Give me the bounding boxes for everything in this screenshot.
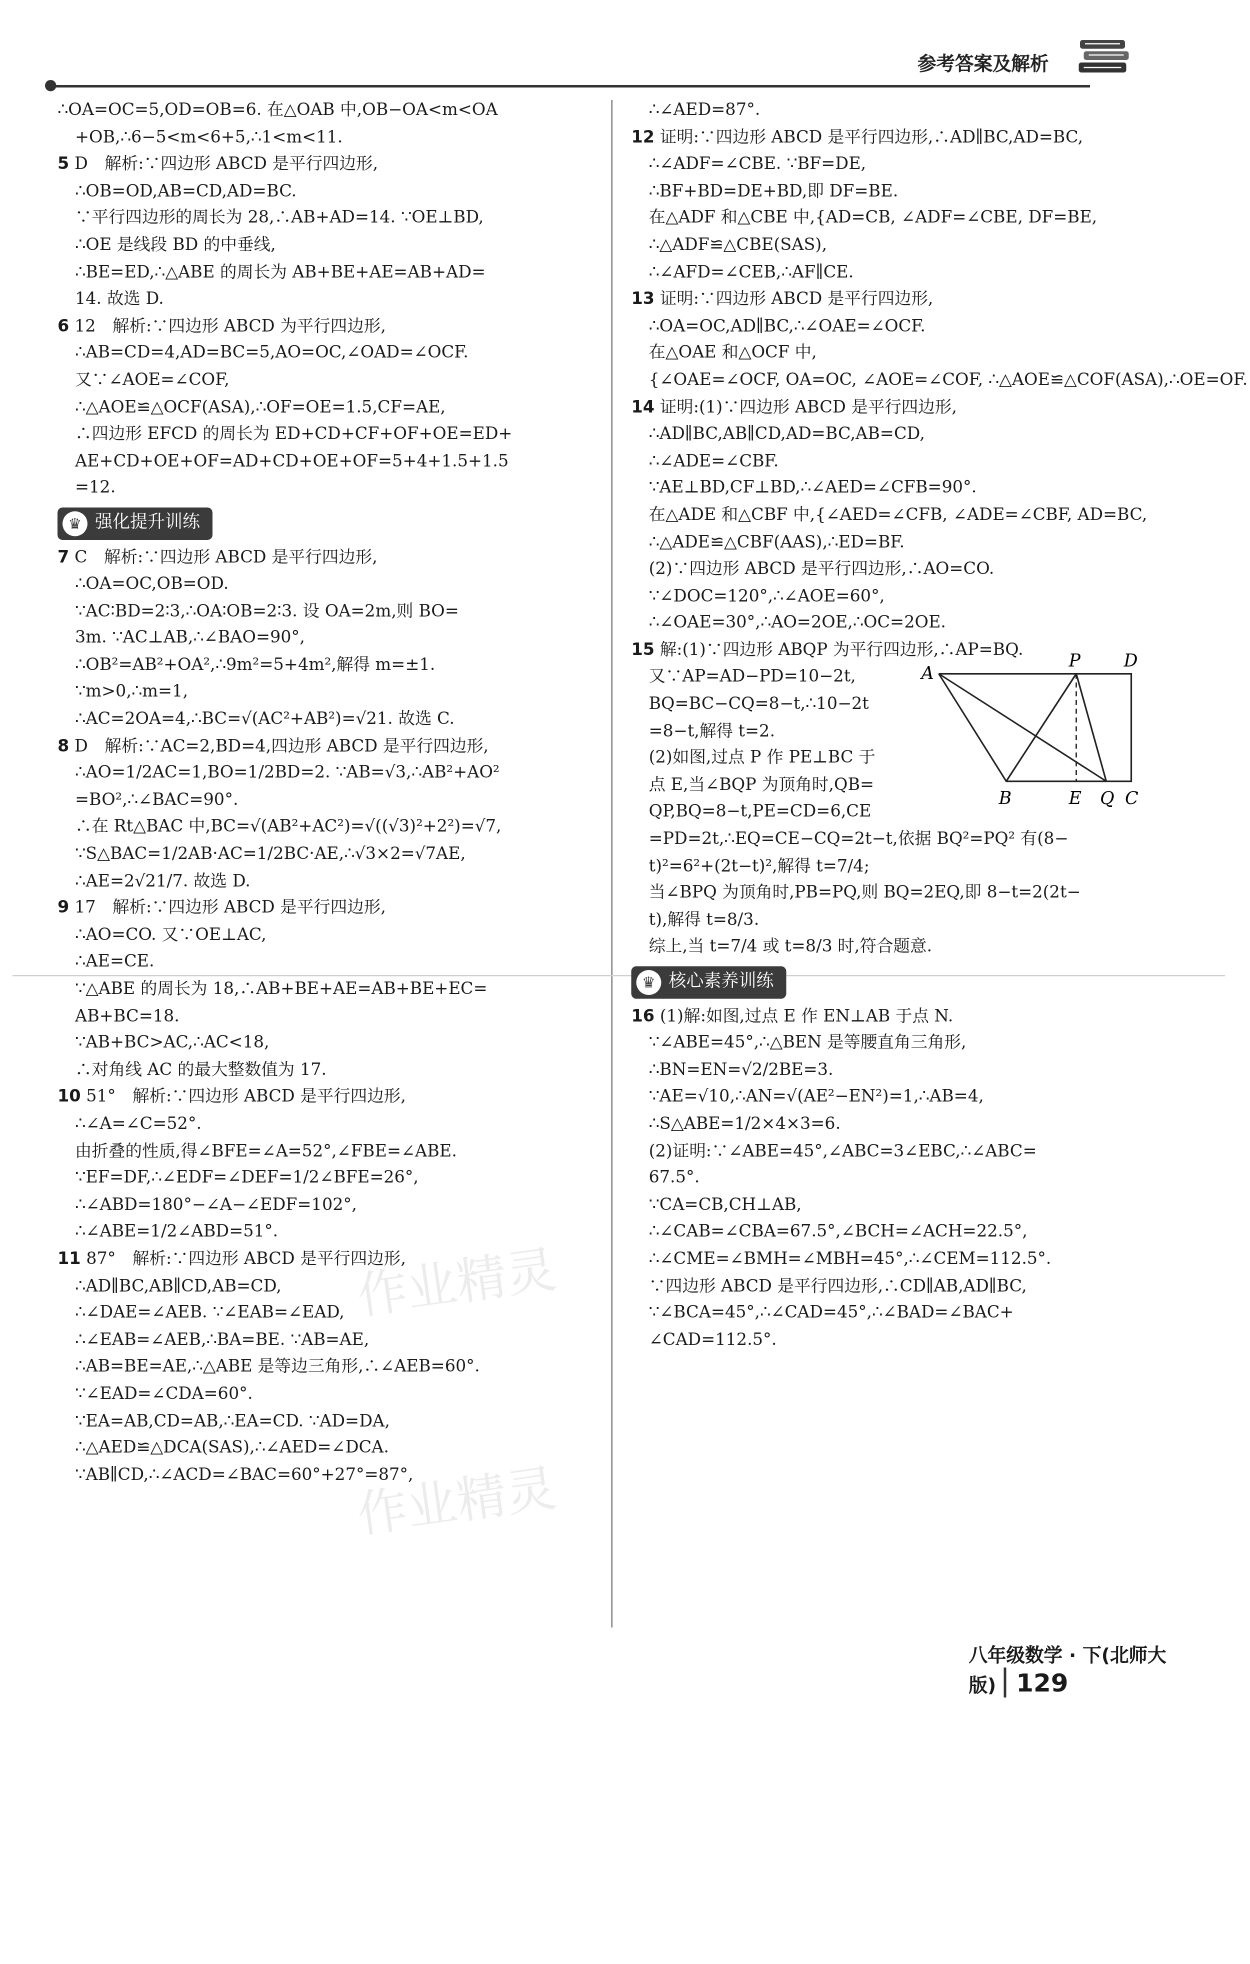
text-line: ∵∠EAD=∠CDA=60°. — [75, 1384, 253, 1404]
text-line: ∴△ADF≌△CBE(SAS), — [648, 236, 828, 255]
text-line: ∵∠BCA=45°,∴∠CAD=45°,∴∠BAD=∠BAC+ — [648, 1303, 1014, 1323]
answer-8-heading: 8 D 解析:∵AC=2,BD=4,四边形 ABCD 是平行四边形, — [57, 737, 489, 756]
text-line: =BO²,∴∠BAC=90°. — [75, 791, 239, 810]
answer-6-heading: 6 12 解析:∵四边形 ABCD 为平行四边形, — [57, 317, 386, 336]
text-line: ∴AO=1/2AC=1,BO=1/2BD=2. ∵AB=√3,∴AB²+AO² — [75, 764, 500, 783]
answer-10-heading: 10 51° 解析:∵四边形 ABCD 是平行四边形, — [57, 1087, 406, 1107]
text-line: 14. 故选 D. — [75, 290, 164, 309]
answer-14-heading: 14 证明:(1)∵四边形 ABCD 是平行四边形, — [631, 398, 957, 417]
text-line: ∴∠ABE=1/2∠ABD=51°. — [75, 1222, 279, 1242]
text-line: ∵平行四边形的周长为 28,∴AB+AD=14. ∵OE⊥BD, — [75, 209, 484, 228]
text-line: ∴△AED≌△DCA(SAS),∴∠AED=∠DCA. — [75, 1438, 389, 1458]
text-line: ∴△AOE≌△OCF(ASA),∴OF=OE=1.5,CF=AE, — [75, 398, 446, 417]
book-title: 八年级数学 · 下(北师大版) — [968, 1643, 1167, 1697]
text-line: 在△ADE 和△CBF 中,{∠AED=∠CFB, ∠ADE=∠CBF, AD=BC, — [648, 506, 1148, 525]
text-line: ∴AE=CE. — [75, 953, 155, 972]
text-line: BQ=BC−CQ=8−t,∴10−2t — [648, 695, 869, 714]
text-line: ∴∠ADF=∠CBE. ∵BF=DE, — [648, 155, 867, 174]
answer-7-heading: 7 C 解析:∵四边形 ABCD 是平行四边形, — [57, 548, 378, 567]
text-line: ∴OA=OC=5,OD=OB=6. 在△OAB 中,OB−OA<m<OA — [57, 101, 498, 120]
answer-11-heading: 11 87° 解析:∵四边形 ABCD 是平行四边形, — [57, 1249, 406, 1269]
crown-icon: ♛ — [63, 511, 88, 536]
watermark: 作业精灵 — [353, 1460, 560, 1545]
text-line: 综上,当 t=7/4 或 t=8/3 时,符合题意. — [648, 938, 933, 957]
text-line: 又∵AP=AD−PD=10−2t, — [648, 668, 856, 687]
text-line: ∴AD∥BC,AB∥CD,AB=CD, — [75, 1276, 282, 1296]
text-line: AB+BC=18. — [75, 1006, 180, 1026]
text-line: ∴∠A=∠C=52°. — [75, 1114, 202, 1134]
text-line: t),解得 t=8/3. — [648, 911, 760, 930]
text-line: ∵EA=AB,CD=AB,∴EA=CD. ∵AD=DA, — [75, 1411, 390, 1431]
text-line: ∴S△ABE=1/2×4×3=6. — [648, 1114, 841, 1134]
text-line: ∴OA=OC,OB=OD. — [75, 575, 229, 594]
answer-12-heading: 12 证明:∵四边形 ABCD 是平行四边形,∴AD∥BC,AD=BC, — [631, 128, 1084, 147]
point-label-d: D — [1123, 651, 1138, 672]
page-number: 129 — [1004, 1668, 1069, 1698]
left-column — [58, 98, 596, 1490]
text-line: ∵m>0,∴m=1, — [75, 683, 189, 702]
answer-15-body — [631, 651, 1169, 826]
text-line: =12. — [75, 479, 116, 498]
text-line: 67.5°. — [648, 1168, 700, 1188]
point-label-q: Q — [1100, 789, 1115, 810]
text-line: QP,BQ=8−t,PE=CD=6,CE — [648, 803, 872, 822]
text-line: ∴BN=EN=√2/2BE=3. — [648, 1060, 834, 1080]
text-line: ∴∠CME=∠BMH=∠MBH=45°,∴∠CEM=112.5°. — [648, 1249, 1052, 1269]
text-line: =PD=2t,∴EQ=CE−CQ=2t−t,依据 BQ²=PQ² 有(8− — [648, 830, 1069, 849]
text-line: 在△OAE 和△OCF 中, — [648, 344, 817, 363]
point-label-e: E — [1068, 789, 1082, 810]
text-line: ∴在 Rt△BAC 中,BC=√(AB²+AC²)=√((√3)²+2²)=√7, — [75, 818, 502, 837]
text-line: ∵AC∶BD=2∶3,∴OA∶OB=2∶3. 设 OA=2m,则 BO= — [75, 602, 459, 621]
text-line: (2)如图,过点 P 作 PE⊥BC 于 — [648, 749, 876, 768]
text-line: ∴∠AED=87°. — [648, 101, 761, 120]
text-line: ∴∠ADE=∠CBF. — [648, 452, 779, 471]
text-line: ∴BF+BD=DE+BD,即 DF=BE. — [648, 182, 899, 201]
text-line: t)²=6²+(2t−t)²,解得 t=7/4; — [648, 857, 870, 876]
text-line: ∴OE 是线段 BD 的中垂线, — [75, 236, 276, 255]
text-line: =8−t,解得 t=2. — [648, 722, 776, 741]
text-line: 当∠BPQ 为顶角时,PB=PQ,则 BQ=2EQ,即 8−t=2(2t− — [648, 884, 1081, 903]
text-line: ∵∠DOC=120°,∴∠AOE=60°, — [648, 587, 885, 606]
text-line: ∵AB∥CD,∴∠ACD=∠BAC=60°+27°=87°, — [75, 1465, 414, 1485]
text-line: ∴AE=2√21/7. 故选 D. — [75, 872, 251, 891]
text-line: ∵△ABE 的周长为 18,∴AB+BE+AE=AB+BE+EC= — [75, 980, 488, 999]
header-rule — [53, 85, 1091, 88]
page-footer — [969, 1641, 1250, 1697]
answer-5-heading: 5 D 解析:∵四边形 ABCD 是平行四边形, — [57, 155, 379, 174]
text-line: ∵AE⊥BD,CF⊥BD,∴∠AED=∠CFB=90°. — [648, 479, 977, 498]
text-line: 又∵∠AOE=∠COF, — [75, 371, 230, 390]
column-divider — [611, 100, 612, 1628]
books-icon — [1078, 35, 1133, 83]
text-line: ∵AB+BC>AC,∴AC<18, — [75, 1033, 270, 1053]
text-line: ∴OB²=AB²+OA²,∴9m²=5+4m²,解得 m=±1. — [75, 656, 436, 675]
answer-15-heading: 15 解:(1)∵四边形 ABQP 为平行四边形,∴AP=BQ. — [631, 641, 1024, 660]
text-line: 点 E,当∠BQP 为顶角时,QB= — [648, 776, 875, 795]
point-label-p: P — [1068, 651, 1081, 672]
text-line: ∴AC=2OA=4,∴BC=√(AC²+AB²)=√21. 故选 C. — [75, 710, 455, 729]
text-line: ∴AO=CO. 又∵OE⊥AC, — [75, 926, 267, 945]
text-line: ∵S△BAC=1/2AB·AC=1/2BC·AE,∴√3×2=√7AE, — [75, 845, 466, 864]
text-line: (2)证明:∵∠ABE=45°,∠ABC=3∠EBC,∴∠ABC= — [648, 1141, 1037, 1161]
text-line: ∴∠DAE=∠AEB. ∵∠EAB=∠EAD, — [75, 1303, 345, 1323]
text-line: ∴AB=BE=AE,∴△ABE 是等边三角形,∴∠AEB=60°. — [75, 1357, 480, 1377]
text-line: ∴OB=OD,AB=CD,AD=BC. — [75, 182, 297, 201]
watermark: 作业精灵 — [353, 1241, 560, 1327]
answer-9-heading: 9 17 解析:∵四边形 ABCD 是平行四边形, — [57, 899, 386, 918]
text-line: ∴BE=ED,∴△ABE 的周长为 AB+BE+AE=AB+AD= — [75, 263, 486, 282]
text-line: 在△ADF 和△CBE 中,{AD=CB, ∠ADF=∠CBE, DF=BE, — [648, 209, 1098, 228]
text-line: AE+CD+OE+OF=AD+CD+OE+OF=5+4+1.5+1.5 — [75, 452, 509, 471]
text-line: ∴∠AFD=∠CEB,∴AF∥CE. — [648, 263, 854, 282]
section-banner-core — [631, 966, 786, 998]
text-line: ∴∠ABD=180°−∠A−∠EDF=102°, — [75, 1195, 357, 1215]
text-line: +OB,∴6−5<m<6+5,∴1<m<11. — [75, 128, 343, 147]
text-line: ∵EF=DF,∴∠EDF=∠DEF=1/2∠BFE=26°, — [75, 1168, 419, 1188]
parallelogram-figure — [916, 647, 1154, 821]
text-line: ∴∠EAB=∠AEB,∴BA=BE. ∵AB=AE, — [75, 1330, 370, 1350]
text-line: {∠OAE=∠OCF, OA=OC, ∠AOE=∠COF, ∴△AOE≌△COF(ASA),∴OE=OF. — [648, 371, 1248, 390]
section-banner-label: 强化提升训练 — [95, 512, 200, 533]
text-line: ∴AD∥BC,AB∥CD,AD=BC,AB=CD, — [648, 425, 925, 444]
text-line: 3m. ∵AC⊥AB,∴∠BAO=90°, — [75, 629, 305, 648]
text-line: ∴AB=CD=4,AD=BC=5,AO=OC,∠OAD=∠OCF. — [75, 344, 469, 363]
text-line: ∴OA=OC,AD∥BC,∴∠OAE=∠OCF. — [648, 317, 926, 336]
text-line: ∵CA=CB,CH⊥AB, — [648, 1195, 802, 1215]
crown-icon: ♛ — [636, 970, 661, 995]
text-line: (2)∵四边形 ABCD 是平行四边形,∴AO=CO. — [648, 560, 995, 579]
text-line: ∴∠CAB=∠CBA=67.5°,∠BCH=∠ACH=22.5°, — [648, 1222, 1028, 1242]
text-line: 由折叠的性质,得∠BFE=∠A=52°,∠FBE=∠ABE. — [75, 1141, 457, 1161]
point-label-a: A — [921, 664, 934, 685]
header-title: 参考答案及解析 — [917, 52, 1049, 75]
point-label-c: C — [1125, 789, 1139, 810]
point-label-b: B — [998, 789, 1012, 810]
right-column — [631, 98, 1248, 1355]
text-line: ∠CAD=112.5°. — [648, 1330, 777, 1350]
answer-13-heading: 13 证明:∵四边形 ABCD 是平行四边形, — [631, 290, 934, 309]
text-line: ∵AE=√10,∴AN=√(AE²−EN²)=1,∴AB=4, — [648, 1087, 984, 1107]
text-line: ∵∠ABE=45°,∴△BEN 是等腰直角三角形, — [648, 1033, 967, 1053]
text-line: ∴对角线 AC 的最大整数值为 17. — [75, 1060, 327, 1080]
text-line: ∴四边形 EFCD 的周长为 ED+CD+CF+OF+OE=ED+ — [75, 425, 513, 444]
section-banner-strengthen — [58, 507, 213, 539]
section-banner-label: 核心素养训练 — [668, 971, 774, 992]
text-line: ∵四边形 ABCD 是平行四边形,∴CD∥AB,AD∥BC, — [648, 1276, 1027, 1296]
answer-16-heading: 16 (1)解:如图,过点 E 作 EN⊥AB 于点 N. — [631, 1006, 954, 1026]
text-line: ∴∠OAE=30°,∴AO=2OE,∴OC=2OE. — [648, 614, 946, 633]
text-line: ∴△ADE≌△CBF(AAS),∴ED=BF. — [648, 533, 905, 552]
